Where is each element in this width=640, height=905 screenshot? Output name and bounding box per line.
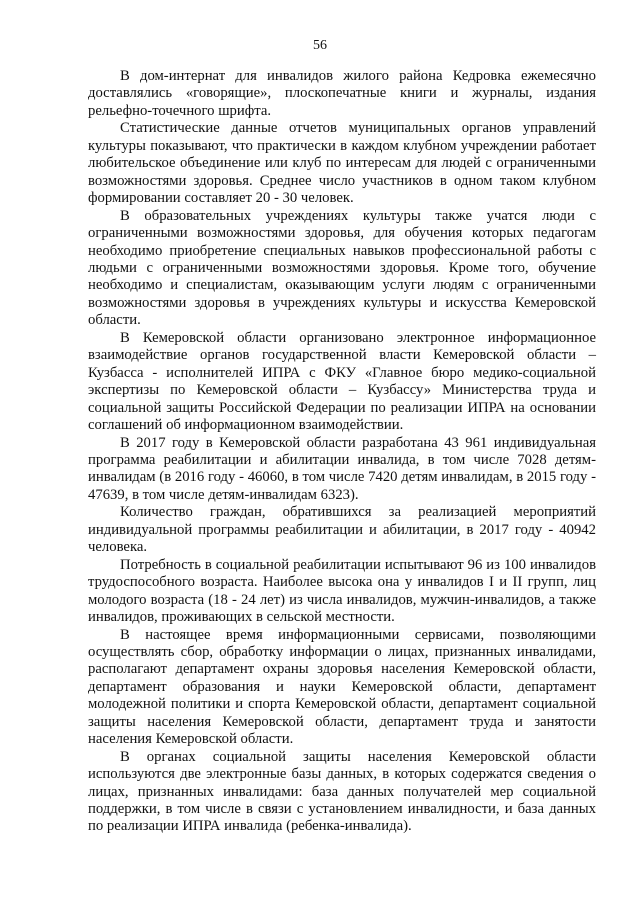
paragraph: В образовательных учреждениях культуры также учатся люди с ограниченными возможностями здоровья, для обучения которых педагогам необходимо приобретение специальных навыков профессиональной работы с людьми с ограниченными возможностями здоровья. Кроме того, обучение необходимо и специалистам, оказывающим услуги людям с ограниченными возможностями здоровья в учреждениях культуры и искусства Кемеровской области. [88,207,596,329]
paragraph: Количество граждан, обратившихся за реализацией мероприятий индивидуальной программы реабилитации и абилитации, в 2017 году - 40942 человека. [88,504,596,556]
paragraph: В 2017 году в Кемеровской области разработана 43 961 индивидуальная программа реабилитации и абилитации инвалида, в том числе 7028 детям-инвалидам (в 2016 году - 46060, в том числе 7420 детям инвалидам, в 2015 году - 47639, в том числе детям-инвалидам 6323). [88,434,596,503]
paragraph: Статистические данные отчетов муниципальных органов управлений культуры показывают, что практически в каждом клубном учреждении работает любительское объединение или клуб по интересам для людей с ограниченными возможностями здоровья. Среднее число участников в одном таком клубном формировании составляет 20 - 30 человек. [88,120,596,207]
paragraph: Потребность в социальной реабилитации испытывают 96 из 100 инвалидов трудоспособного возраста. Наиболее высока она у инвалидов I и II групп, лиц молодого возраста (18 - 24 лет) из числа инвалидов, мужчин-инвалидов, а также инвалидов, проживающих в сельской местности. [88,556,596,626]
page-number: 56 [313,38,327,53]
paragraph: В дом-интернат для инвалидов жилого района Кедровка ежемесячно доставлялись «говорящие», плоскопечатные книги и журналы, издания рельефно-точечного шрифта. [88,68,596,119]
paragraph: В Кемеровской области организовано электронное информационное взаимодействие органов государственной власти Кемеровской области – Кузбасса - исполнителей ИПРА с ФКУ «Главное бюро медико-социальной экспертизы по Кемеровской области – Кузбассу» Министерства труда и социальной защиты Российской Федерации по реализации ИПРА на основании соглашений об информационном взаимодействии. [88,329,596,434]
document-body [88,68,596,836]
paragraph: В органах социальной защиты населения Кемеровской области используются две электронные базы данных, в которых содержатся сведения о лицах, признанных инвалидами: база данных получателей мер социальной поддержки, в том числе в связи с установлением инвалидности, и база данных по реализации ИПРА инвалида (ребенка-инвалида). [88,748,596,835]
paragraph: В настоящее время информационными сервисами, позволяющими осуществлять сбор, обработку информации о лицах, признанных инвалидами, располагают департамент охраны здоровья населения Кемеровской области, департамент образования и науки Кемеровской области, департамент молодежной политики и спорта Кемеровской области, департамент социальной защиты населения Кемеровской области, департамент труда и занятости населения Кемеровской области. [88,626,596,748]
